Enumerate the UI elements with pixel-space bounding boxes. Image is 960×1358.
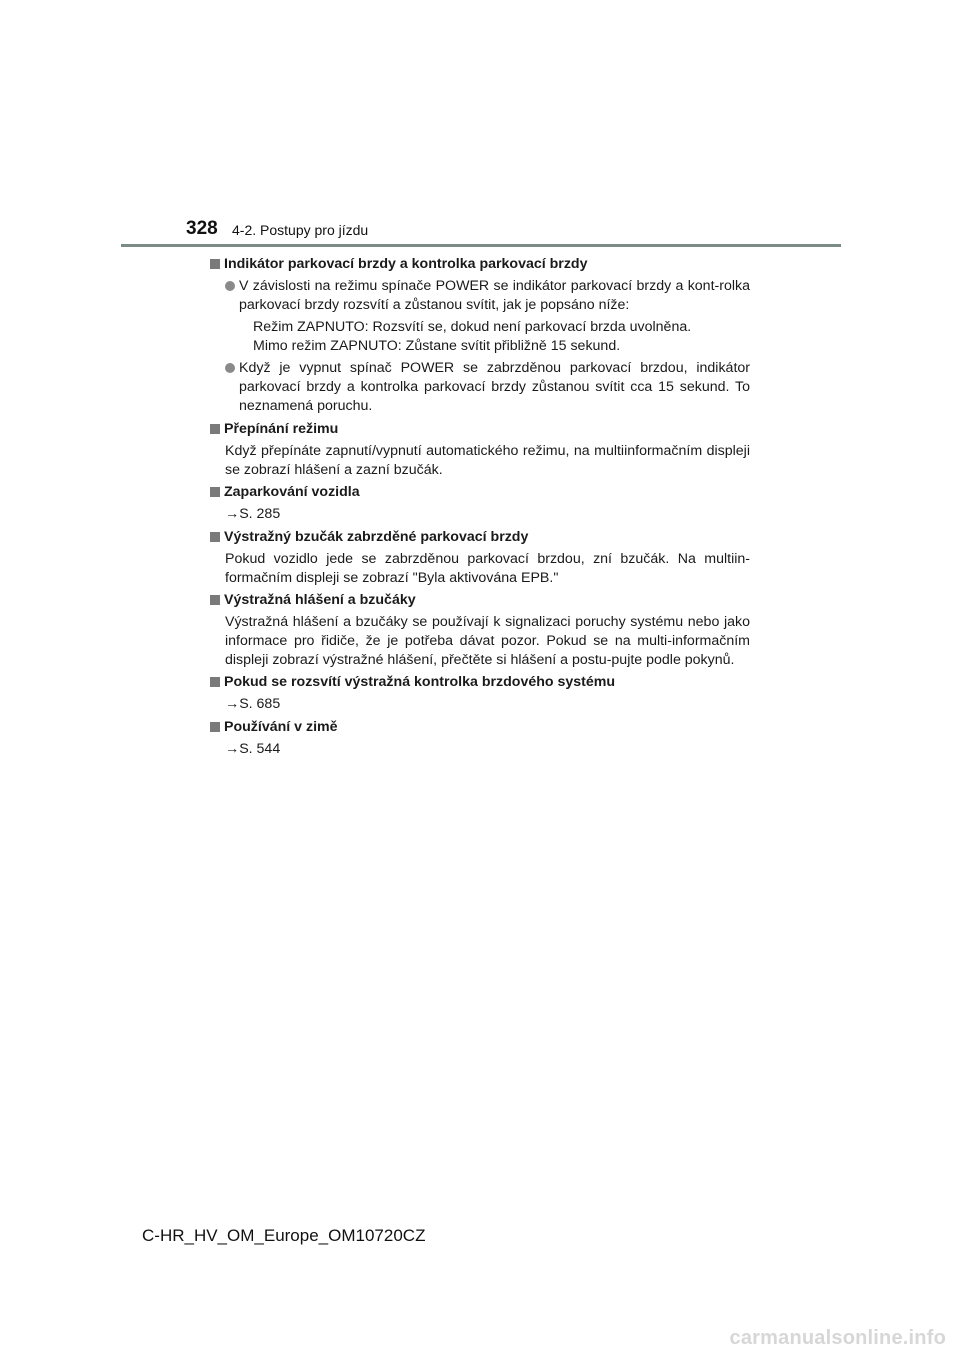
section-heading-text: Používání v zimě: [224, 719, 338, 735]
section-heading-text: Pokud se rozsvítí výstražná kontrolka brzdového systému: [224, 674, 616, 690]
section-title: 4-2. Postupy pro jízdu: [232, 222, 369, 238]
section-parking-brake-indicator: [210, 255, 750, 416]
section-heading-text: Přepínání režimu: [224, 421, 339, 437]
section-heading: [210, 591, 750, 610]
section-heading-text: Zaparkování vozidla: [224, 484, 360, 500]
section-warning-messages: [210, 591, 750, 670]
page-header: [0, 0, 960, 250]
section-body-text: Když přepínáte zapnutí/vypnutí automatického režimu, na multiinformačním displeji se zobrazí hlášení a zazní bzučák.: [225, 443, 750, 478]
section-brake-buzzer: [210, 528, 750, 588]
mode-on-text: Režim ZAPNUTO: Rozsvítí se, dokud není parkovací brzda uvolněna.: [253, 319, 692, 335]
page-reference-link[interactable]: →S. 285: [225, 506, 281, 522]
section-heading-text: Indikátor parkovací brzdy a kontrolka parkovací brzdy: [224, 256, 588, 272]
section-parking-vehicle: [210, 483, 750, 524]
section-heading-text: Výstražná hlášení a bzučáky: [224, 592, 416, 608]
section-body-text: Výstražná hlášení a bzučáky se používají k signalizaci poruchy systému nebo jako informace pro řidiče, že je potřeba dávat pozor. Pokud se na multi-informačním displeji zobrazí výstražné hlášení, přečtěte si hlášení a postu-pujte podle pokynů.: [225, 614, 750, 668]
list-item: [225, 359, 750, 416]
square-bullet-icon: [210, 595, 220, 605]
square-bullet-icon: [210, 532, 220, 542]
section-heading-text: Výstražný bzučák zabrzděné parkovací brzdy: [224, 529, 529, 545]
square-bullet-icon: [210, 424, 220, 434]
list-item-text: V závislosti na režimu spínače POWER se indikátor parkovací brzdy a kont-rolka parkovací brzdy rozsvítí a zůstanou svítit, jak je popsáno níže:: [239, 278, 750, 313]
section-body: [225, 277, 750, 416]
section-body-text: Pokud vozidlo jede se zabrzděnou parkovací brzdou, zní bzučák. Na multiin-formačním displeji se zobrazí "Byla aktivována EPB.": [225, 551, 750, 586]
round-bullet-icon: [225, 281, 235, 291]
page-content: [210, 255, 750, 759]
square-bullet-icon: [210, 677, 220, 687]
section-heading: [210, 255, 750, 274]
section-heading: [210, 718, 750, 737]
square-bullet-icon: [210, 722, 220, 732]
list-item-text: Když je vypnut spínač POWER se zabrzděnou parkovací brzdou, indikátor parkovací brzdy a kontrolka parkovací brzdy zůstanou svítit cca 15 sekund. To neznamená poruchu.: [239, 360, 750, 414]
square-bullet-icon: [210, 259, 220, 269]
section-brake-warning-light: [210, 673, 750, 714]
page-number: 328: [186, 218, 218, 239]
section-winter-use: [210, 718, 750, 759]
section-heading: [210, 528, 750, 547]
mode-description: [253, 318, 750, 356]
section-mode-switching: [210, 420, 750, 480]
page-reference-link[interactable]: →S. 685: [225, 696, 281, 712]
round-bullet-icon: [225, 363, 235, 373]
mode-off-text: Mimo režim ZAPNUTO: Zůstane svítit přibližně 15 sekund.: [253, 338, 621, 354]
page-reference-link[interactable]: →S. 544: [225, 741, 281, 757]
square-bullet-icon: [210, 487, 220, 497]
section-heading: [210, 420, 750, 439]
watermark: carmanualsonline.info: [729, 1327, 946, 1349]
header-divider: [121, 244, 841, 247]
section-heading: [210, 483, 750, 502]
list-item: [225, 277, 750, 315]
document-code: C-HR_HV_OM_Europe_OM10720CZ: [142, 1226, 426, 1245]
section-heading: [210, 673, 750, 692]
